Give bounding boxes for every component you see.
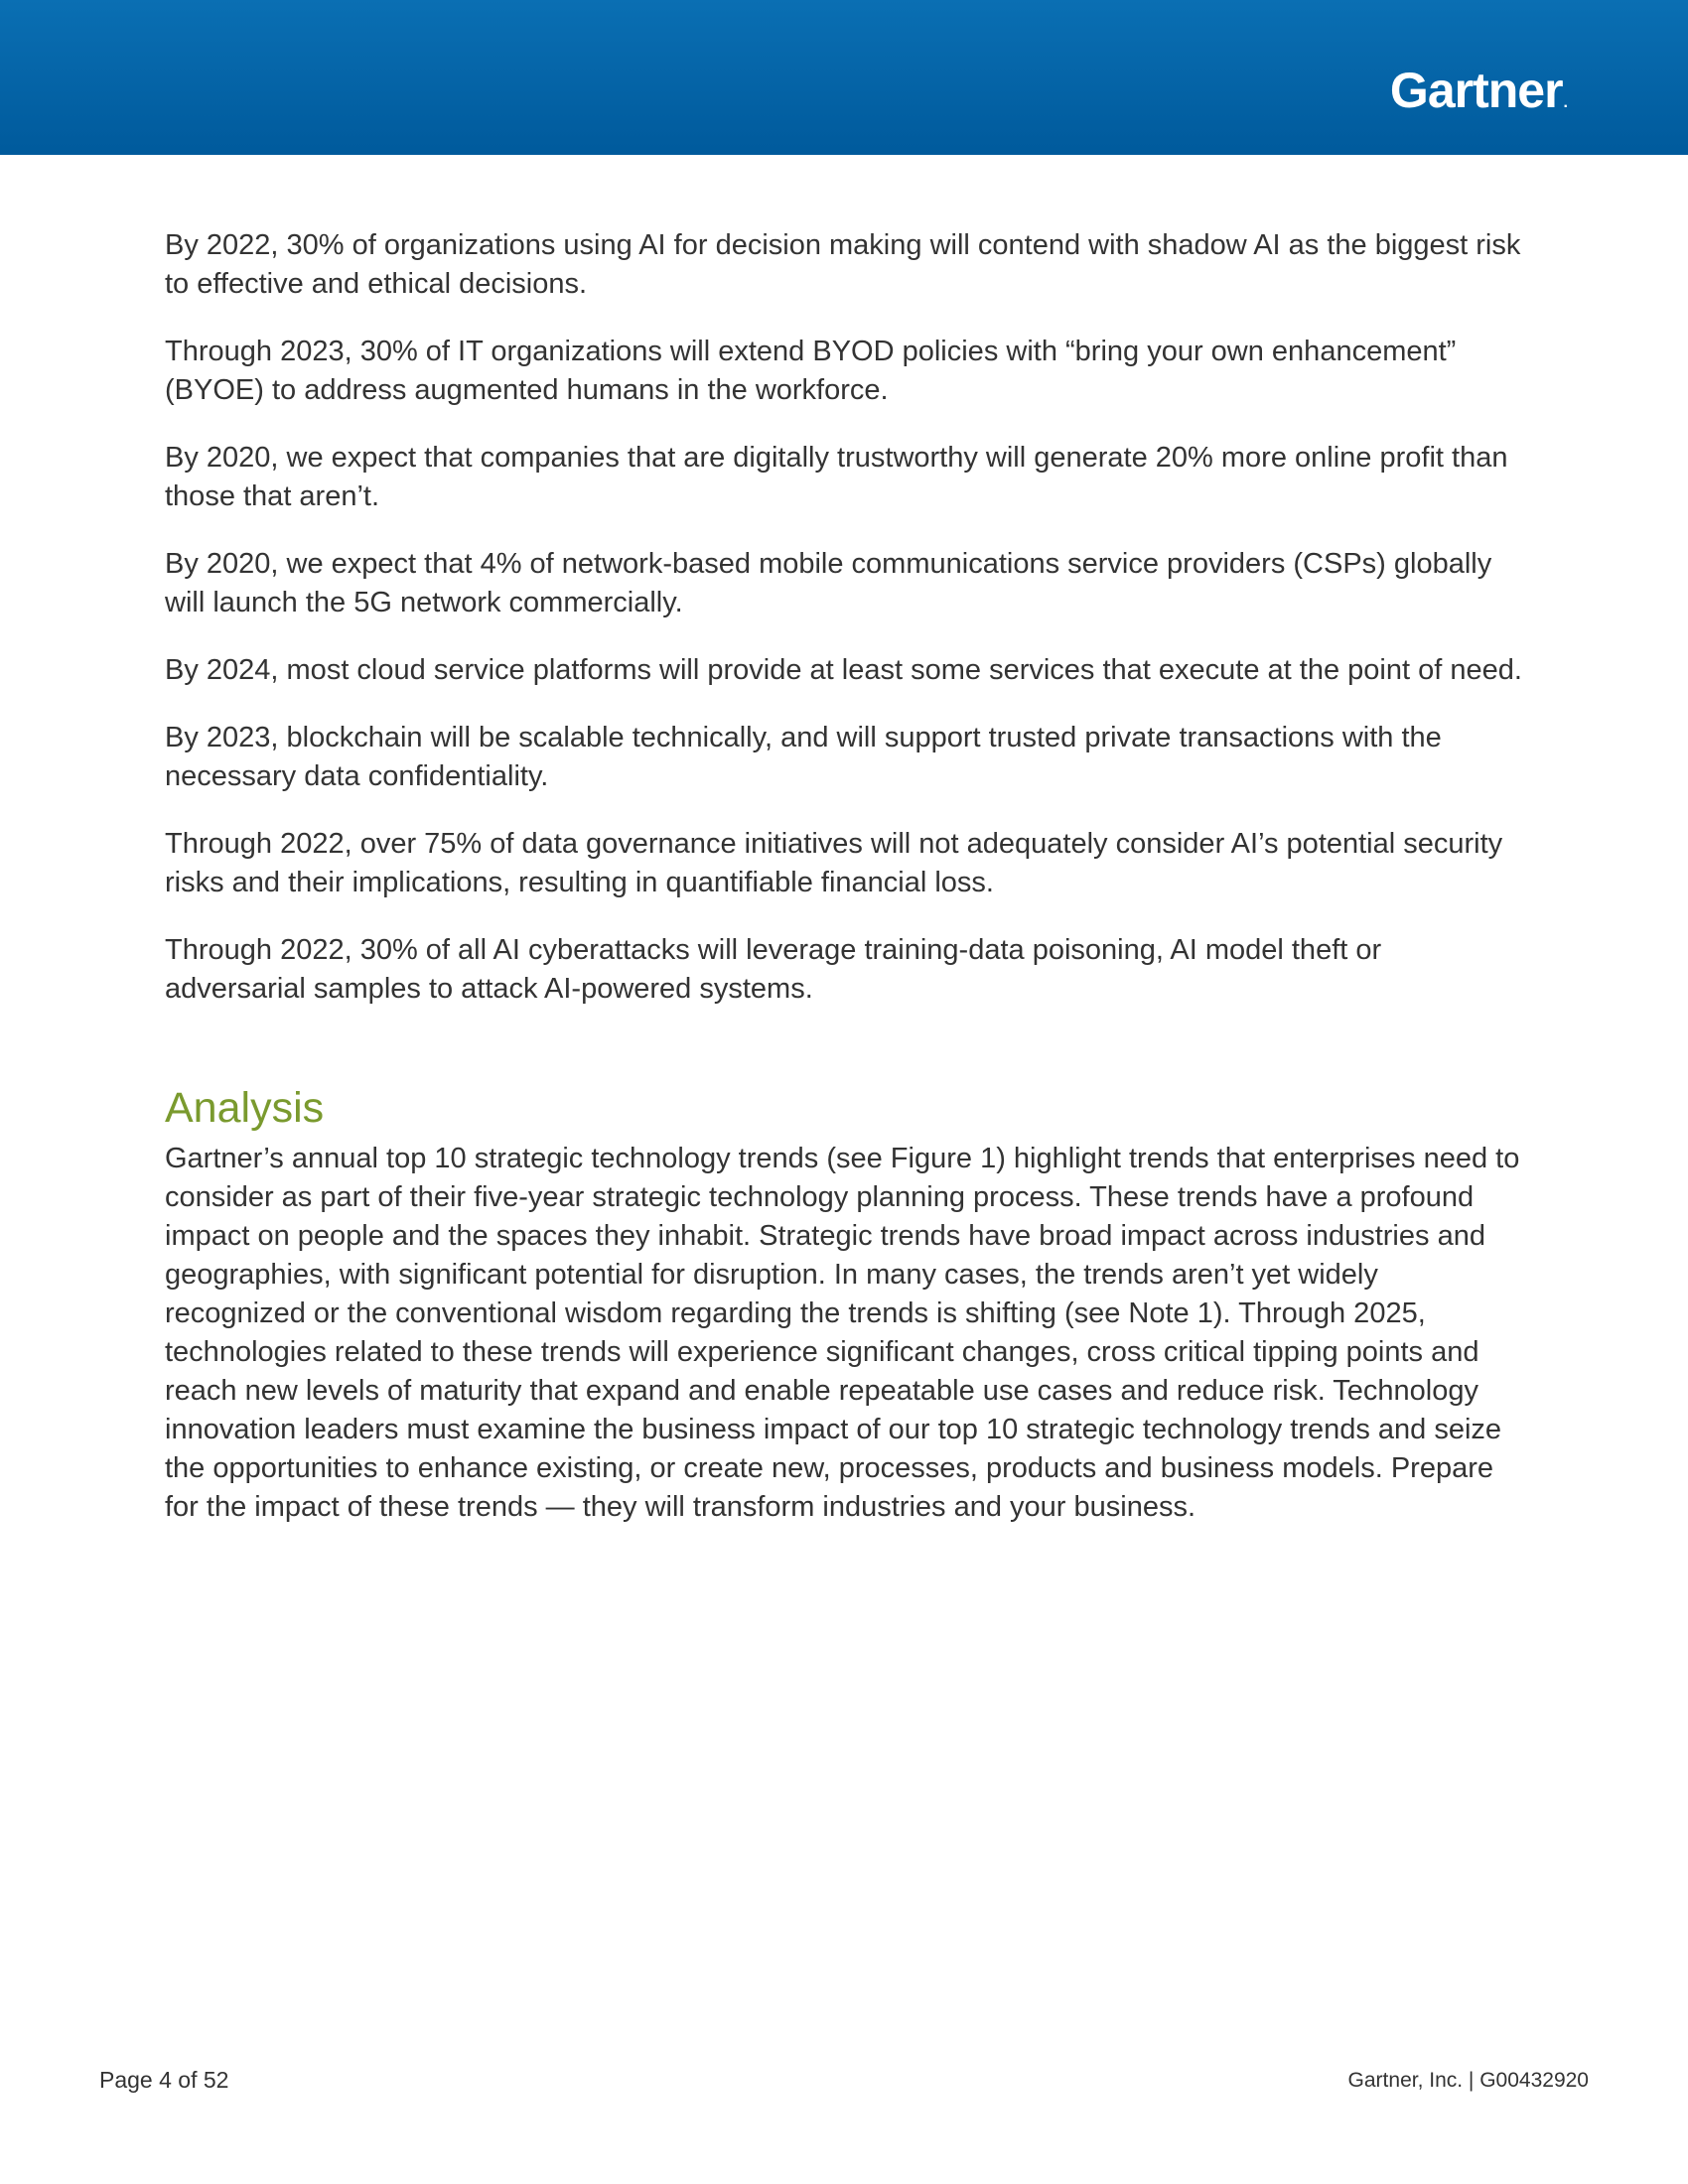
logo-text: Gartner	[1389, 63, 1563, 118]
prediction-item: Through 2023, 30% of IT organizations will extend BYOD policies with “bring your own enhancement” (BYOE) to address augmented humans in the workforce.	[165, 336, 1457, 406]
header-bar	[0, 0, 1688, 155]
prediction-item: Through 2022, over 75% of data governance initiatives will not adequately consider AI’s potential security risks and their implications, resulting in quantifiable financial loss.	[165, 828, 1503, 898]
prediction-item: By 2023, blockchain will be scalable technically, and will support trusted private transactions with the necessary data confidentiality.	[165, 722, 1442, 792]
prediction-item: By 2022, 30% of organizations using AI for decision making will contend with shadow AI as the biggest risk to effective and ethical decisions.	[165, 229, 1521, 300]
document-id: Gartner, Inc. | G00432920	[1347, 2069, 1589, 2092]
prediction-item: Through 2022, 30% of all AI cyberattacks will leverage training-data poisoning, AI model theft or adversarial samples to attack AI-powered systems.	[165, 934, 1382, 1005]
prediction-item: By 2020, we expect that companies that are digitally trustworthy will generate 20% more online profit than those that aren’t.	[165, 442, 1508, 512]
logo-dot: .	[1563, 94, 1567, 111]
predictions-list	[165, 226, 1525, 1009]
prediction-item: By 2020, we expect that 4% of network-based mobile communications service providers (CSPs) globally will launch the 5G network commercially.	[165, 548, 1492, 618]
prediction-item: By 2024, most cloud service platforms will provide at least some services that execute at the point of need.	[165, 654, 1522, 686]
gartner-logo	[1389, 63, 1567, 118]
page-number: Page 4 of 52	[99, 2067, 229, 2093]
main-content	[165, 226, 1525, 1527]
analysis-paragraph: Gartner’s annual top 10 strategic technology trends (see Figure 1) highlight trends that enterprises need to consider as part of their five-year strategic technology planning process. These trends have a profound impact on people and the spaces they inhabit. Strategic trends have broad impact across industries and geographies, with significant potential for disruption. In many cases, the trends aren’t yet widely recognized or the conventional wisdom regarding the trends is shifting (see Note 1). Through 2025, technologies related to these trends will experience significant changes, cross critical tipping points and reach new levels of maturity that expand and enable repeatable use cases and reduce risk. Technology innovation leaders must examine the business impact of our top 10 strategic technology trends and seize the opportunities to enhance existing, or create new, processes, products and business models. Prepare for the impact of these trends — they will transform industries and your business.	[165, 1143, 1520, 1523]
analysis-heading: Analysis	[165, 1084, 325, 1132]
